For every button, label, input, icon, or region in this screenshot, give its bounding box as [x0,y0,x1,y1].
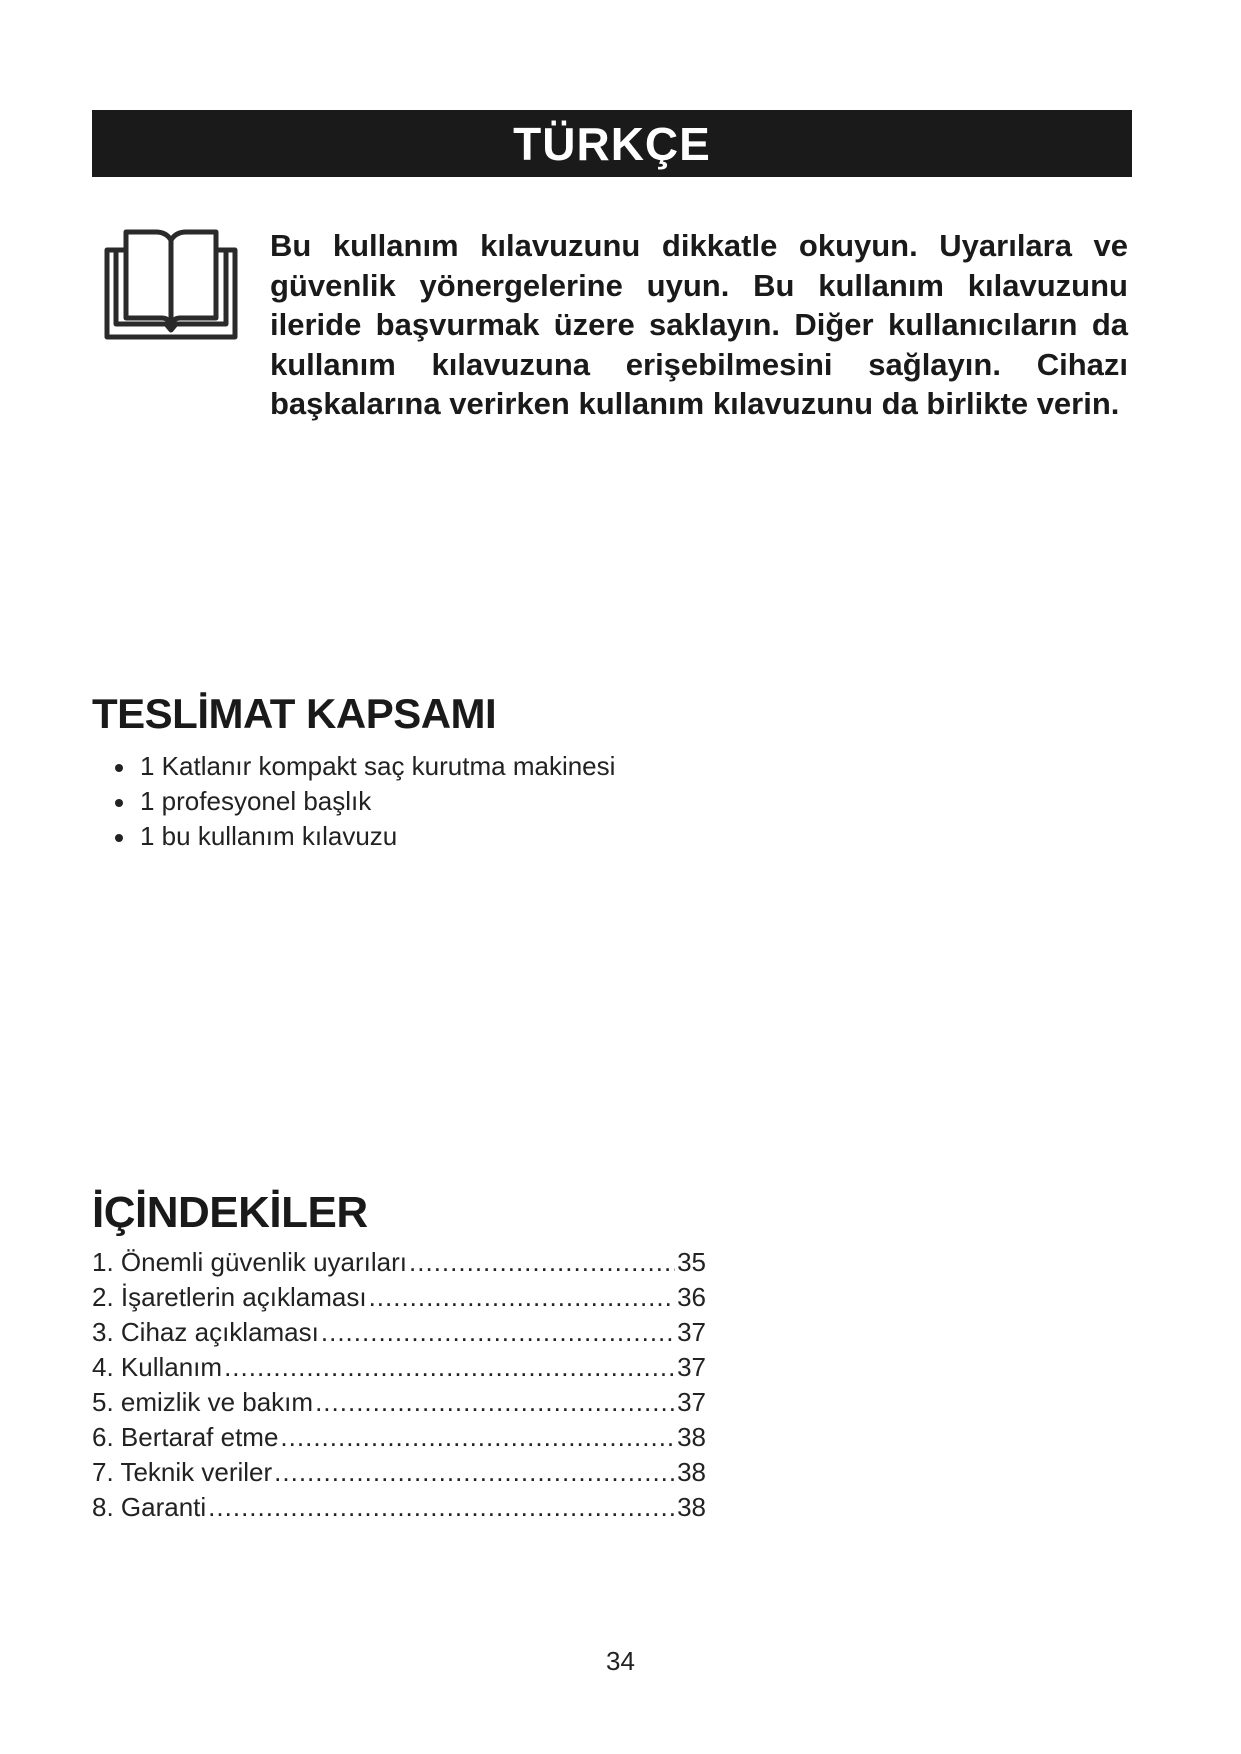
language-banner [92,110,1132,177]
list-item: 1 Katlanır kompakt saç kurutma makinesi [112,749,615,784]
toc-leader [321,1315,675,1350]
toc-entry-label: 2. İşaretlerin açıklaması [92,1282,367,1312]
toc-entry-label: 1. Önemli güvenlik uyarıları [92,1247,408,1277]
toc-leader [369,1280,676,1315]
toc-entry-label: 6. Bertaraf etme [92,1422,279,1452]
delivery-scope-list [112,749,615,854]
toc-leader [280,1420,675,1455]
toc-leader [274,1455,675,1490]
toc-entry-page: 38 [677,1457,706,1487]
toc-entry[interactable] [92,1420,706,1455]
page-number: 34 [606,1646,635,1676]
toc-entry-page: 35 [677,1247,706,1277]
toc-entry[interactable] [92,1490,706,1525]
toc-entry-label: 3. Cihaz açıklaması [92,1317,319,1347]
toc-title: İÇİNDEKİLER [92,1188,368,1237]
language-title: TÜRKÇE [513,117,711,170]
toc-entry[interactable] [92,1455,706,1490]
toc-entry-label: 8. Garanti [92,1492,207,1522]
toc-leader [315,1385,675,1420]
toc-leader [208,1490,675,1525]
table-of-contents [92,1245,706,1525]
toc-entry-page: 38 [677,1422,706,1452]
toc-entry[interactable] [92,1385,706,1420]
list-item: 1 profesyonel başlık [112,784,615,819]
toc-entry[interactable] [92,1245,706,1280]
toc-entry-page: 36 [677,1282,706,1312]
toc-entry[interactable] [92,1315,706,1350]
toc-entry-page: 38 [677,1492,706,1522]
intro-paragraph: Bu kullanım kılavuzunu dikkatle okuyun. Uyarılara ve güvenlik yönergelerine uyun. Bu kullanım kılavuzunu ileride başvurmak üzere saklayın. Diğer kullanıcıların da kullanım kılavuzuna erişebilmesini sağlayın. Cihazı başkalarına verirken kullanım kılavuzunu da birlikte verin. [270,228,1128,421]
book-icon [104,224,238,340]
toc-entry-page: 37 [677,1352,706,1382]
toc-entry[interactable] [92,1350,706,1385]
delivery-scope-title: TESLİMAT KAPSAMI [92,690,497,737]
toc-entry-page: 37 [677,1387,706,1417]
toc-entry-label: 7. Teknik veriler [92,1457,273,1487]
toc-entry-page: 37 [677,1317,706,1347]
toc-entry[interactable] [92,1280,706,1315]
toc-entry-label: 5. emizlik ve bakım [92,1387,314,1417]
toc-leader [224,1350,675,1385]
toc-leader [409,1245,675,1280]
toc-entry-label: 4. Kullanım [92,1352,223,1382]
list-item: 1 bu kullanım kılavuzu [112,819,615,854]
